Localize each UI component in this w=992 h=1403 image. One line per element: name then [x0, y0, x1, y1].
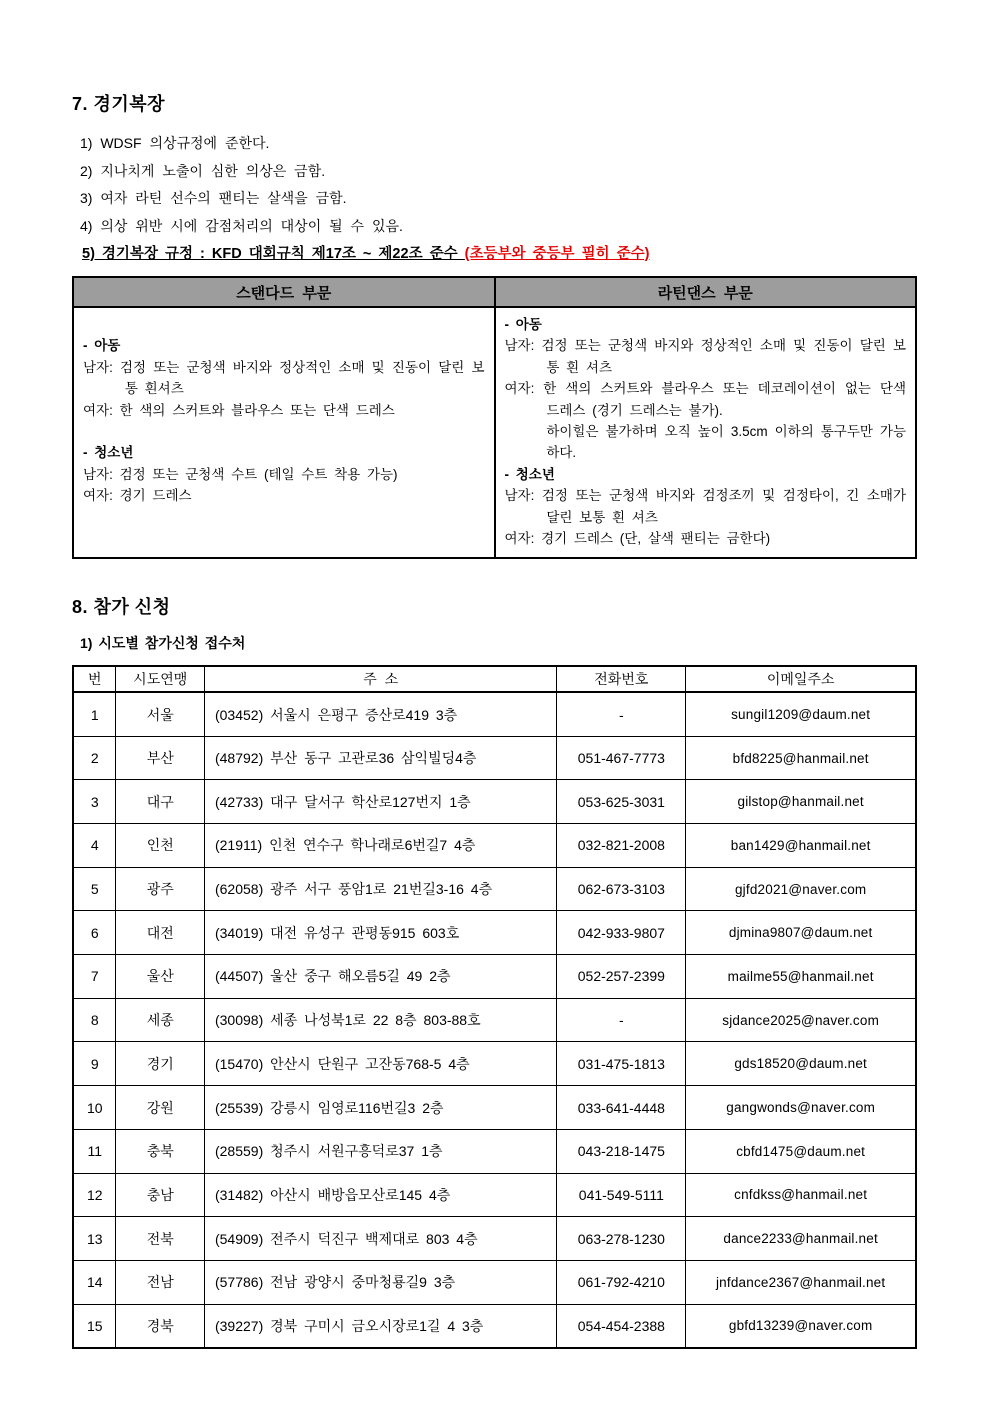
row-number-cell: 2	[73, 736, 116, 780]
row-number-cell: 9	[73, 1042, 116, 1086]
latin-division-rules	[495, 307, 917, 558]
email-cell: sjdance2025@naver.com	[686, 998, 916, 1042]
federation-cell: 전북	[116, 1217, 205, 1261]
row-number-cell: 8	[73, 998, 116, 1042]
phone-cell: 052-257-2399	[557, 955, 686, 999]
dress-rule-line: 여자: 경기 드레스 (단, 살색 팬티는 금한다)	[504, 531, 771, 547]
dress-rule-line: 하이힐은 불가하며 오직 높이 3.5cm 이하의 통구두만 가능하다.	[546, 424, 906, 461]
federation-cell: 충북	[116, 1129, 205, 1173]
email-cell: gds18520@daum.net	[686, 1042, 916, 1086]
dress-rule-line: - 청소년	[83, 445, 134, 461]
dress-rule-line: 남자: 검정 또는 군청색 바지와 정상적인 소매 및 진동이 달린 보통 흰 셔츠	[504, 338, 906, 375]
dress-rule-line: 남자: 검정 또는 군청색 바지와 검정조끼 및 검정타이, 긴 소매가 달린 보통 흰 셔츠	[504, 488, 906, 525]
email-cell: djmina9807@daum.net	[686, 911, 916, 955]
federation-cell: 서울	[116, 692, 205, 736]
row-number-cell: 11	[73, 1129, 116, 1173]
contact-table-row	[73, 692, 916, 736]
dress-rule-line: 여자: 경기 드레스	[83, 488, 192, 504]
latin-division-header: 라틴댄스 부문	[495, 277, 917, 307]
dress-rule-line: - 아동	[504, 317, 542, 332]
dress-code-body-row	[73, 307, 916, 558]
phone-cell: 061-792-4210	[557, 1260, 686, 1304]
phone-cell: 054-454-2388	[557, 1304, 686, 1348]
dress-rule-line: 남자: 검정 또는 군청색 바지와 정상적인 소매 및 진동이 달린 보통 흰셔츠	[83, 359, 485, 397]
dress-rule-line	[83, 421, 485, 442]
row-number-cell: 7	[73, 955, 116, 999]
email-cell: gangwonds@naver.com	[686, 1086, 916, 1130]
dress-rule-line: 여자: 한 색의 스커트와 블라우스 또는 단색 드레스	[83, 402, 395, 418]
row-number-cell: 10	[73, 1086, 116, 1130]
email-cell: ban1429@hanmail.net	[686, 824, 916, 868]
federation-cell: 광주	[116, 867, 205, 911]
row-number-cell: 1	[73, 692, 116, 736]
address-cell: (48792) 부산 동구 고관로36 삼익빌딩4층	[204, 736, 556, 780]
federation-cell: 경북	[116, 1304, 205, 1348]
contact-table-header-row	[73, 666, 916, 692]
phone-cell: 063-278-1230	[557, 1217, 686, 1261]
phone-cell: 062-673-3103	[557, 867, 686, 911]
section-7-title: 7. 경기복장	[72, 94, 166, 114]
address-cell: (15470) 안산시 단원구 고잔동768-5 4층	[204, 1042, 556, 1086]
attire-rule-5-highlight: (초등부와 중등부 필히 준수)	[464, 246, 650, 262]
attire-rule-list	[80, 130, 920, 268]
section-attire	[72, 90, 920, 559]
address-cell: (39227) 경북 구미시 금오시장로1길 4 3층	[204, 1304, 556, 1348]
attire-rule-4: 4) 의상 위반 시에 감점처리의 대상이 될 수 있음.	[80, 217, 403, 234]
contact-table-row	[73, 998, 916, 1042]
contact-table-row	[73, 1086, 916, 1130]
dress-rule-line: - 청소년	[504, 466, 555, 482]
federation-cell: 대전	[116, 911, 205, 955]
dress-code-header-row	[73, 277, 916, 307]
phone-cell: 031-475-1813	[557, 1042, 686, 1086]
federation-cell: 충남	[116, 1173, 205, 1217]
phone-cell: 041-549-5111	[557, 1173, 686, 1217]
contact-table-row	[73, 1042, 916, 1086]
phone-cell: 032-821-2008	[557, 824, 686, 868]
contact-table-row	[73, 955, 916, 999]
federation-cell: 울산	[116, 955, 205, 999]
standard-division-header: 스탠다드 부문	[73, 277, 495, 307]
phone-cell: 042-933-9807	[557, 911, 686, 955]
attire-rule-2: 2) 지나치게 노출이 심한 의상은 금함.	[80, 162, 326, 179]
contact-table-row	[73, 1173, 916, 1217]
federation-cell: 전남	[116, 1260, 205, 1304]
contact-table-row	[73, 1304, 916, 1348]
col-header-federation: 시도연맹	[116, 666, 205, 692]
address-cell: (42733) 대구 달서구 학산로127번지 1층	[204, 780, 556, 824]
dress-rule-line: 여자: 한 색의 스커트와 블라우스 또는 데코레이션이 없는 단색 드레스 (경기 드레스는 불가).	[504, 381, 906, 418]
dress-code-table	[72, 276, 917, 559]
section-8-title: 8. 참가 신청	[72, 597, 171, 618]
row-number-cell: 14	[73, 1260, 116, 1304]
email-cell: cnfdkss@hanmail.net	[686, 1173, 916, 1217]
address-cell: (57786) 전남 광양시 중마청룡길9 3층	[204, 1260, 556, 1304]
email-cell: cbfd1475@daum.net	[686, 1129, 916, 1173]
phone-cell: -	[557, 692, 686, 736]
federation-cell: 대구	[116, 780, 205, 824]
address-cell: (31482) 아산시 배방읍모산로145 4층	[204, 1173, 556, 1217]
address-cell: (30098) 세종 나성북1로 22 8층 803-88호	[204, 998, 556, 1042]
federation-cell: 세종	[116, 998, 205, 1042]
federation-cell: 경기	[116, 1042, 205, 1086]
contact-table-row	[73, 736, 916, 780]
federation-cell: 강원	[116, 1086, 205, 1130]
address-cell: (44507) 울산 중구 해오름5길 49 2층	[204, 955, 556, 999]
address-cell: (62058) 광주 서구 풍암1로 21번길3-16 4층	[204, 867, 556, 911]
col-header-number: 번	[73, 666, 116, 692]
attire-rule-1: 1) WDSF 의상규정에 준한다.	[80, 135, 270, 151]
col-header-email: 이메일주소	[686, 666, 916, 692]
col-header-phone: 전화번호	[557, 666, 686, 692]
attire-rule-5	[82, 240, 920, 268]
address-cell: (21911) 인천 연수구 학나래로6번길7 4층	[204, 824, 556, 868]
registration-subtitle: 1) 시도별 참가신청 접수처	[80, 635, 246, 652]
federation-cell: 부산	[116, 736, 205, 780]
dress-rule-line: - 아동	[83, 338, 121, 354]
registration-contact-table	[72, 665, 917, 1348]
contact-table-body	[73, 692, 916, 1347]
email-cell: mailme55@hanmail.net	[686, 955, 916, 999]
row-number-cell: 6	[73, 911, 116, 955]
contact-table-row	[73, 1217, 916, 1261]
row-number-cell: 15	[73, 1304, 116, 1348]
phone-cell: -	[557, 998, 686, 1042]
address-cell: (34019) 대전 유성구 관평동915 603호	[204, 911, 556, 955]
contact-table-row	[73, 824, 916, 868]
address-cell: (03452) 서울시 은평구 증산로419 3층	[204, 692, 556, 736]
contact-table-row	[73, 1260, 916, 1304]
row-number-cell: 13	[73, 1217, 116, 1261]
email-cell: gbfd13239@naver.com	[686, 1304, 916, 1348]
email-cell: dance2233@hanmail.net	[686, 1217, 916, 1261]
col-header-address: 주 소	[204, 666, 556, 692]
phone-cell: 053-625-3031	[557, 780, 686, 824]
address-cell: (28559) 청주시 서원구흥덕로37 1층	[204, 1129, 556, 1173]
address-cell: (54909) 전주시 덕진구 백제대로 803 4층	[204, 1217, 556, 1261]
email-cell: gjfd2021@naver.com	[686, 867, 916, 911]
phone-cell: 043-218-1475	[557, 1129, 686, 1173]
contact-table-row	[73, 780, 916, 824]
federation-cell: 인천	[116, 824, 205, 868]
dress-rule-line: 남자: 검정 또는 군청색 수트 (테일 수트 착용 가능)	[83, 466, 398, 482]
row-number-cell: 3	[73, 780, 116, 824]
row-number-cell: 12	[73, 1173, 116, 1217]
section-registration	[72, 593, 920, 1348]
phone-cell: 033-641-4448	[557, 1086, 686, 1130]
address-cell: (25539) 강릉시 임영로116번길3 2층	[204, 1086, 556, 1130]
dress-rule-line	[83, 314, 485, 335]
contact-table-row	[73, 911, 916, 955]
standard-division-rules	[73, 307, 495, 558]
contact-table-row	[73, 867, 916, 911]
email-cell: jnfdance2367@hanmail.net	[686, 1260, 916, 1304]
email-cell: gilstop@hanmail.net	[686, 780, 916, 824]
row-number-cell: 5	[73, 867, 116, 911]
email-cell: bfd8225@hanmail.net	[686, 736, 916, 780]
attire-rule-5-main: 5) 경기복장 규정 : KFD 대회규칙 제17조 ~ 제22조 준수	[82, 246, 465, 262]
contact-table-row	[73, 1129, 916, 1173]
email-cell: sungil1209@daum.net	[686, 692, 916, 736]
phone-cell: 051-467-7773	[557, 736, 686, 780]
attire-rule-3: 3) 여자 라틴 선수의 팬티는 살색을 금함.	[80, 190, 347, 206]
row-number-cell: 4	[73, 824, 116, 868]
